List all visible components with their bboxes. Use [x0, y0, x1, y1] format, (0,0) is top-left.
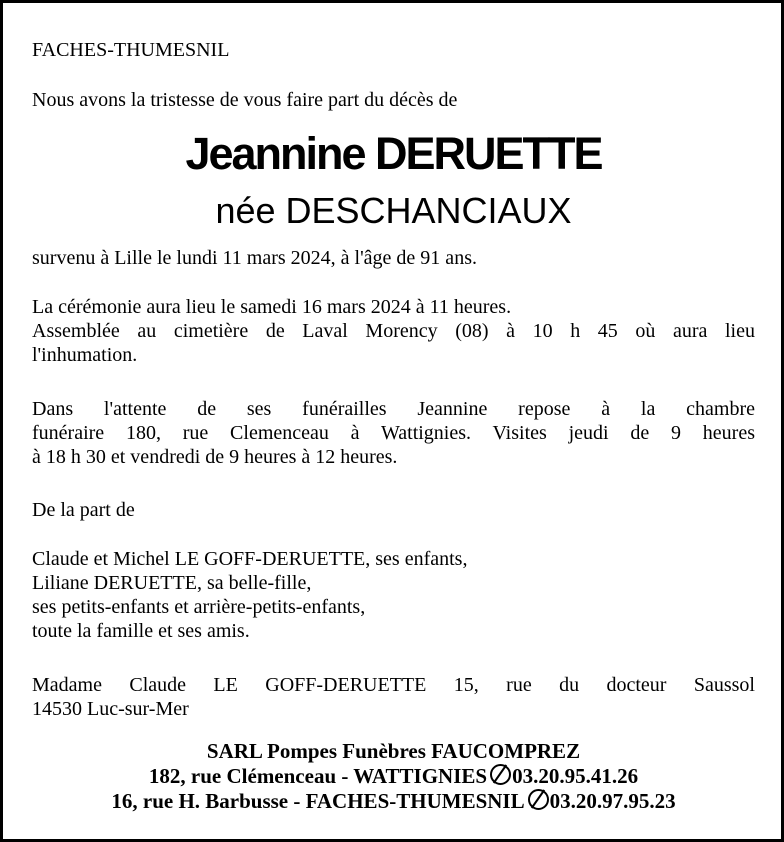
ceremony-line: Assemblée au cimetière de Laval Morency (08) à 10 h 45 où aura lieu	[32, 320, 755, 342]
maiden-name: née DESCHANCIAUX	[215, 190, 572, 231]
wake-line: Dans l'attente de ses funérailles Jeannine repose à la chambre	[32, 398, 755, 420]
from-label: De la part de	[32, 499, 135, 521]
funeral-home-branch-2	[32, 789, 755, 814]
branch-2-address: 16, rue H. Barbusse - FACHES-THUMESNIL	[111, 789, 525, 813]
address-line: 14530 Luc-sur-Mer	[32, 698, 189, 720]
branch-1-address: 182, rue Clémenceau - WATTIGNIES	[148, 764, 488, 788]
death-info-block	[32, 246, 755, 270]
family-block	[32, 547, 755, 643]
address-block	[32, 673, 755, 721]
family-line: Liliane DERUETTE, sa belle-fille,	[32, 572, 312, 594]
family-line: ses petits-enfants et arrière-petits-enfants,	[32, 596, 366, 618]
branch-1-phone: 03.20.95.41.26	[512, 764, 639, 788]
ceremony-line: La cérémonie aura lieu le samedi 16 mars 2024 à 11 heures.	[32, 296, 512, 318]
ceremony-block	[32, 295, 755, 367]
location-heading: FACHES-THUMESNIL	[32, 39, 230, 61]
family-line: toute la famille et ses amis.	[32, 620, 250, 642]
funeral-home-name: SARL Pompes Funèbres FAUCOMPREZ	[206, 739, 581, 763]
family-line: Claude et Michel LE GOFF-DERUETTE, ses enfants,	[32, 548, 468, 570]
wake-line: funéraire 180, rue Clemenceau à Wattignies. Visites jeudi de 9 heures	[32, 422, 755, 444]
phone-icon	[490, 764, 511, 785]
branch-2-phone: 03.20.97.95.23	[549, 789, 676, 813]
wake-block	[32, 397, 755, 469]
funeral-home-block	[32, 739, 755, 814]
wake-line: à 18 h 30 et vendredi de 9 heures à 12 heures.	[32, 446, 398, 468]
from-block	[32, 498, 755, 522]
intro-text: Nous avons la tristesse de vous faire part du décès de	[32, 89, 458, 111]
phone-icon	[528, 789, 549, 810]
address-line: Madame Claude LE GOFF-DERUETTE 15, rue du docteur Saussol	[32, 674, 755, 696]
ceremony-line: l'inhumation.	[32, 344, 138, 366]
deceased-name: Jeannine DERUETTE	[185, 128, 602, 179]
death-info: survenu à Lille le lundi 11 mars 2024, à l'âge de 91 ans.	[32, 247, 477, 269]
funeral-home-branch-1	[32, 764, 755, 789]
